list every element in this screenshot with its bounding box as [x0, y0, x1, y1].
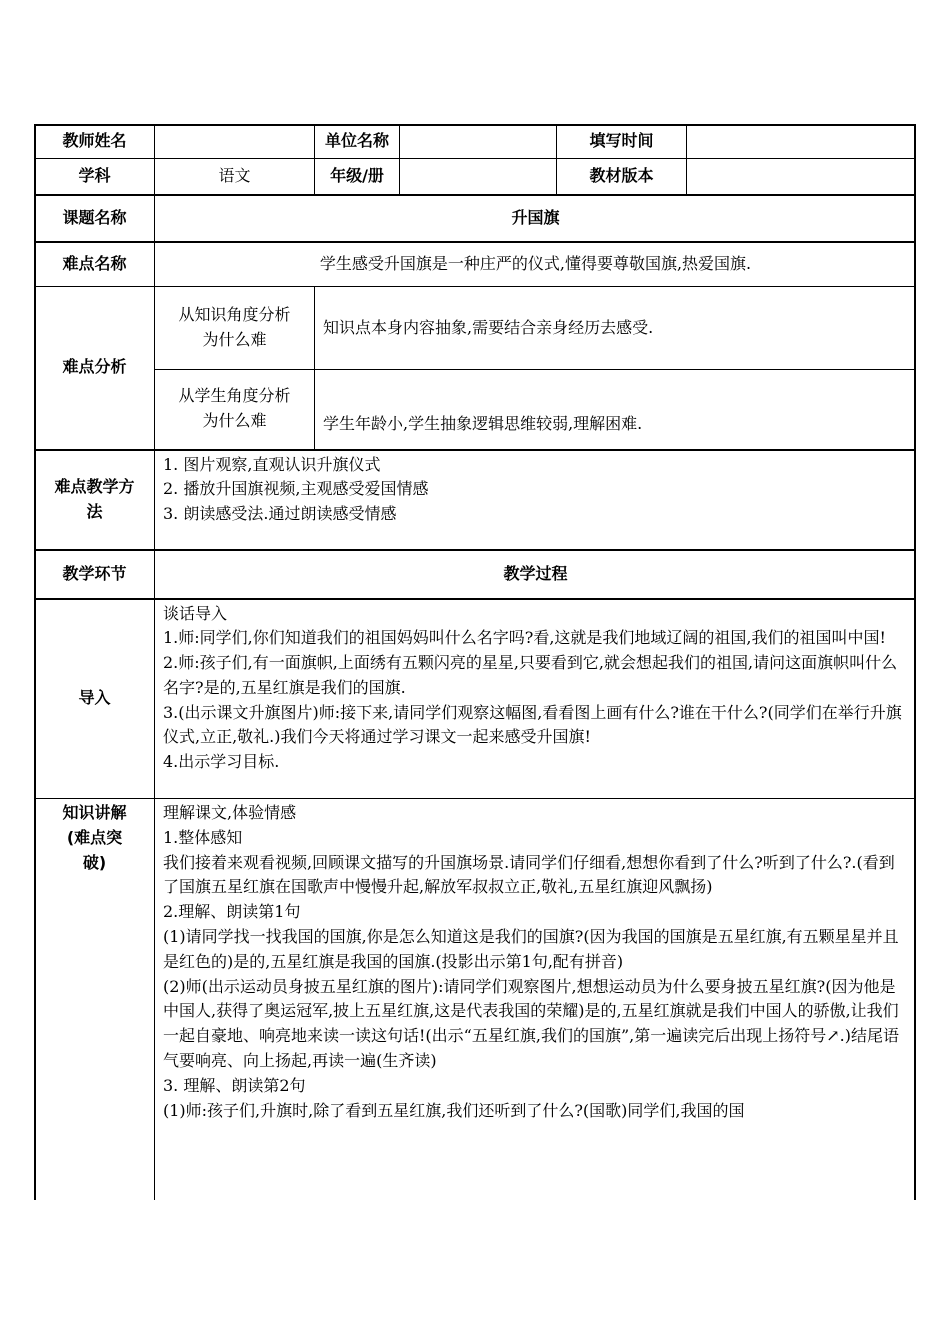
analysis-row-knowledge [35, 287, 917, 370]
method-row [35, 450, 917, 550]
textbook-value [687, 159, 917, 195]
subject-label: 学科 [35, 159, 155, 195]
method-label-line-1: 难点教学方 [54, 476, 135, 496]
knowledge-angle-label-line-2: 为什么难 [202, 330, 267, 349]
knowledge-label [35, 799, 155, 1201]
intro-content [155, 599, 917, 799]
knowledge-label-line-2: (难点突 [66, 827, 123, 847]
method-label [35, 450, 155, 550]
method-items [155, 450, 917, 550]
knowledge-content [155, 799, 917, 1201]
intro-row [35, 599, 917, 799]
method-item: 3. 朗读感受法.通过朗读感受情感 [163, 504, 397, 524]
knowledge-label-line-3: 破) [82, 852, 107, 872]
difficulty-row [35, 242, 917, 287]
teacher-name-label: 教师姓名 [35, 125, 155, 159]
knowledge-line: 2.理解、朗读第1句 [163, 902, 301, 922]
method-item: 1. 图片观察,直观认识升旗仪式 [163, 454, 381, 474]
intro-line: 1.师:同学们,你们知道我们的祖国妈妈叫什么名字吗?看,这就是我们地域辽阔的祖国,我们的祖国叫中国! [163, 628, 886, 648]
topic-row [35, 195, 917, 242]
knowledge-line: 3. 理解、朗读第2句 [163, 1075, 306, 1095]
intro-line: 2.师:孩子们,有一面旗帜,上面绣有五颗闪亮的星星,只要看到它,就会想起我们的祖国,请问这面旗帜叫什么名字?是的,五星红旗是我们的国旗. [163, 653, 898, 697]
intro-label: 导入 [35, 599, 155, 799]
knowledge-line: 1.整体感知 [163, 827, 243, 847]
topic-label: 课题名称 [35, 195, 155, 242]
knowledge-label-line-1: 知识讲解 [62, 803, 127, 822]
student-angle-label-line-2: 为什么难 [202, 411, 267, 431]
analysis-row-student [35, 370, 917, 450]
lesson-plan-table-frame [34, 124, 916, 1200]
knowledge-line: (1)师:孩子们,升旗时,除了看到五星红旗,我们还听到了什么?(国歌)同学们,我国的国 [163, 1100, 745, 1120]
lesson-plan-table [34, 124, 916, 1200]
student-angle-label [155, 370, 315, 450]
difficulty-label: 难点名称 [35, 242, 155, 287]
method-label-line-2: 法 [86, 501, 103, 521]
difficulty-value: 学生感受升国旗是一种庄严的仪式,懂得要尊敬国旗,热爱国旗. [155, 242, 917, 287]
student-angle-label-line-1: 从学生角度分析 [178, 386, 291, 406]
header-row-2 [35, 159, 917, 195]
knowledge-line: (1)请同学找一找我国的国旗,你是怎么知道这是我们的国旗?(因为我国的国旗是五星红旗,有五颗星星并且是红色的)是的,五星红旗是我国的国旗.(投影出示第1句,配有拼音) [163, 926, 899, 971]
intro-line: 谈话导入 [163, 603, 228, 623]
knowledge-angle-label [155, 287, 315, 370]
header-row-1 [35, 125, 917, 159]
topic-value: 升国旗 [155, 195, 917, 242]
stage-label: 教学环节 [35, 550, 155, 599]
fill-time-label: 填写时间 [557, 125, 687, 159]
process-label: 教学过程 [155, 550, 917, 599]
knowledge-angle-label-line-1: 从知识角度分析 [178, 305, 291, 325]
intro-line: 4.出示学习目标. [163, 752, 280, 772]
fill-time-value [687, 125, 917, 159]
grade-value [400, 159, 557, 195]
knowledge-row [35, 799, 917, 1201]
grade-label: 年级/册 [315, 159, 400, 195]
unit-name-label: 单位名称 [315, 125, 400, 159]
process-header-row [35, 550, 917, 599]
knowledge-line: 理解课文,体验情感 [163, 803, 297, 822]
intro-line: 3.(出示课文升旗图片)师:接下来,请同学们观察这幅图,看看图上画有什么?谁在干什么?(同学们在举行升旗仪式,立正,敬礼.)我们今天将通过学习课文一起来感受升国旗! [163, 702, 902, 747]
knowledge-line: (2)师(出示运动员身披五星红旗的图片):请同学们观察图片,想想运动员为什么要身披五星红旗?(因为他是中国人,获得了奥运冠军,披上五星红旗,这是代表我国的荣耀)是的,五星红旗就是我们中国人的骄傲,让我们一起自豪地、响亮地来读一读这句话!(出示“五星红旗,我们的国旗”,第一遍读完后出现上扬符号↗.)结尾语气要响亮、向上扬起,再读一遍(生齐读) [163, 976, 899, 1070]
student-angle-value: 学生年龄小,学生抽象逻辑思维较弱,理解困难. [315, 370, 917, 450]
unit-name-value [400, 125, 557, 159]
analysis-label: 难点分析 [35, 287, 155, 450]
knowledge-line: 我们接着来观看视频,回顾课文描写的升国旗场景.请同学们仔细看,想想你看到了什么?听到了什么?.(看到了国旗五星红旗在国歌声中慢慢升起,解放军叔叔立正,敬礼,五星红旗迎风飘扬) [163, 852, 895, 897]
method-item: 2. 播放升国旗视频,主观感受爱国情感 [163, 479, 429, 499]
teacher-name-value [155, 125, 315, 159]
subject-value: 语文 [155, 159, 315, 195]
textbook-label: 教材版本 [557, 159, 687, 195]
knowledge-angle-value: 知识点本身内容抽象,需要结合亲身经历去感受. [315, 287, 917, 370]
